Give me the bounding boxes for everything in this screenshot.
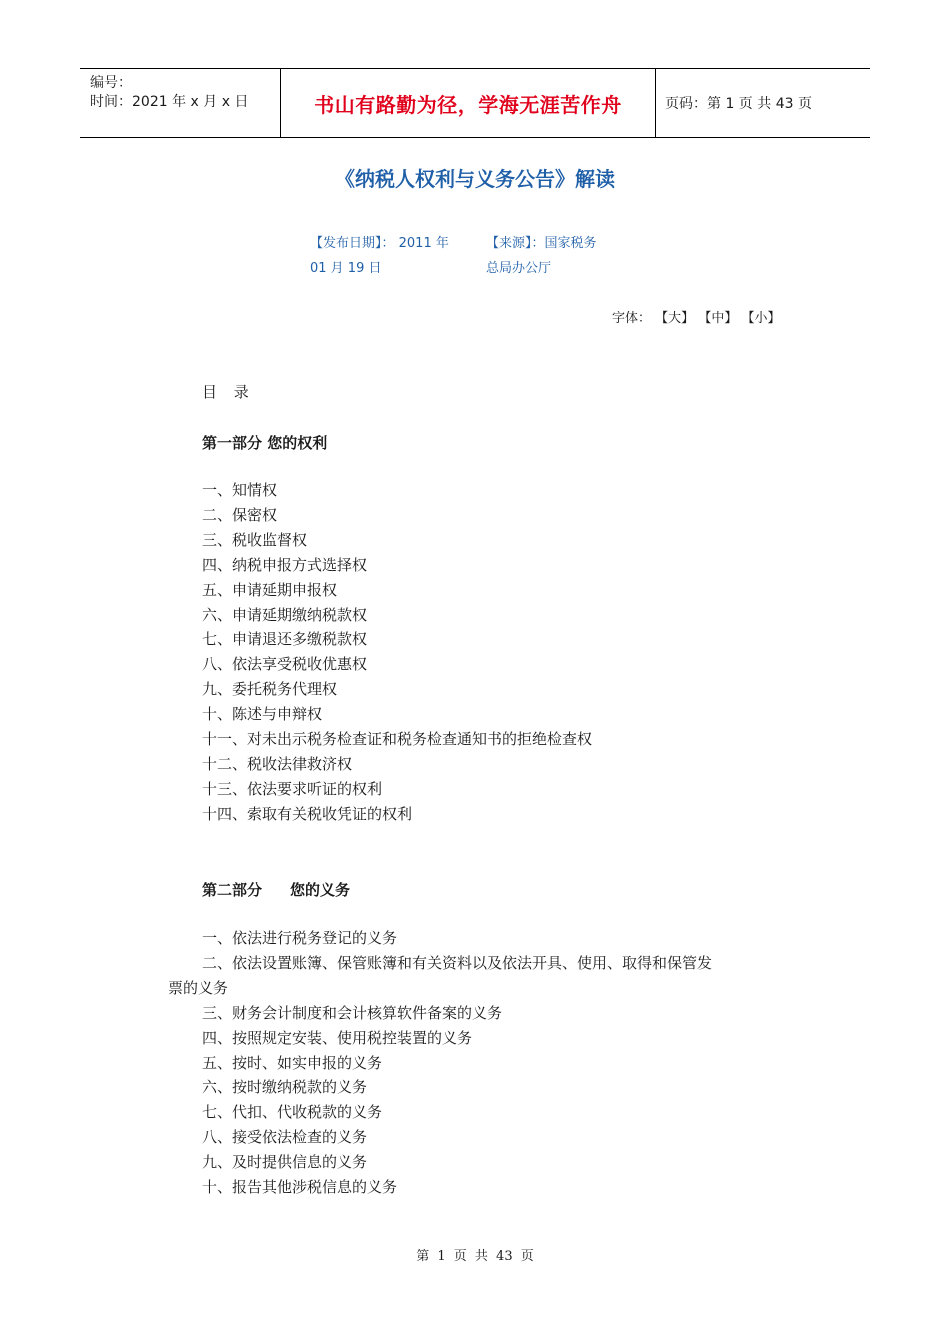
list-item: 七、申请退还多缴税款权 [202, 630, 368, 649]
list-item: 二、依法设置账簿、保管账簿和有关资料以及依法开具、使用、取得和保管发 [202, 953, 713, 972]
list-item: 九、及时提供信息的义务 [202, 1153, 368, 1172]
header-right-cell [655, 69, 870, 137]
list-item: 五、按时、如实申报的义务 [202, 1053, 383, 1072]
toc-title: 目 录 [202, 383, 255, 401]
page-footer: 第 1 页 共 43 页 [416, 1249, 534, 1264]
font-size-selector [612, 307, 780, 326]
part2-heading-title: 您的义务 [290, 881, 351, 899]
header-left-cell [80, 69, 280, 137]
list-item: 九、委托税务代理权 [202, 680, 338, 699]
document-number-label: 编号： [90, 75, 132, 91]
list-item: 十二、税收法律救济权 [202, 754, 353, 773]
publish-date-line2: 01 月 19 日 [310, 261, 382, 276]
list-item: 八、依法享受税收优惠权 [202, 655, 368, 674]
publish-date-line1: 【发布日期】： 2011 年 [310, 236, 449, 251]
header-middle-cell [280, 69, 656, 137]
obligations-list [168, 926, 802, 1200]
font-size-label: 字体： [612, 311, 652, 326]
list-item: 三、财务会计制度和会计核算软件备案的义务 [202, 1003, 503, 1022]
list-item: 四、纳税申报方式选择权 [202, 555, 368, 574]
font-size-medium-link[interactable]: 【中】 [698, 311, 738, 326]
list-item: 八、接受依法检查的义务 [202, 1128, 368, 1147]
header-motto: 书山有路勤为径，学海无涯苦作舟 [314, 92, 622, 117]
list-item: 三、税收监督权 [202, 530, 308, 549]
source-line1: 【来源】：国家税务 [486, 236, 597, 251]
list-item: 四、按照规定安装、使用税控装置的义务 [202, 1028, 473, 1047]
source-info [486, 231, 621, 281]
header-table [80, 68, 870, 138]
part1-heading: 第一部分 您的权利 [202, 434, 328, 452]
source-line2: 总局办公厅 [486, 261, 552, 276]
page-title: 《纳税人权利与义务公告》解读 [335, 167, 615, 191]
list-item-continuation: 票的义务 [168, 978, 229, 997]
header-page-info: 页码：第 1 页 共 43 页 [665, 96, 812, 112]
list-item: 一、知情权 [202, 481, 278, 499]
list-item: 六、申请延期缴纳税款权 [202, 605, 368, 624]
list-item: 十三、依法要求听证的权利 [202, 779, 383, 798]
list-item: 七、代扣、代收税款的义务 [202, 1103, 383, 1122]
part2-heading [202, 879, 350, 900]
part2-heading-part: 第二部分 [202, 881, 263, 899]
list-item: 十、陈述与申辩权 [202, 705, 323, 724]
list-item: 十、报告其他涉税信息的义务 [202, 1178, 398, 1197]
list-item: 五、申请延期申报权 [202, 580, 338, 599]
rights-list [202, 478, 592, 827]
list-item: 二、保密权 [202, 505, 278, 524]
list-item: 一、依法进行税务登记的义务 [202, 929, 398, 947]
font-size-small-link[interactable]: 【小】 [741, 311, 781, 326]
publish-date [310, 231, 475, 281]
list-item: 十一、对未出示税务检查证和税务检查通知书的拒绝检查权 [202, 730, 593, 749]
document-time-label: 时间：2021 年 x 月 x 日 [90, 94, 249, 110]
font-size-large-link[interactable]: 【大】 [655, 311, 695, 326]
list-item: 六、按时缴纳税款的义务 [202, 1078, 368, 1097]
list-item: 十四、索取有关税收凭证的权利 [202, 804, 413, 823]
